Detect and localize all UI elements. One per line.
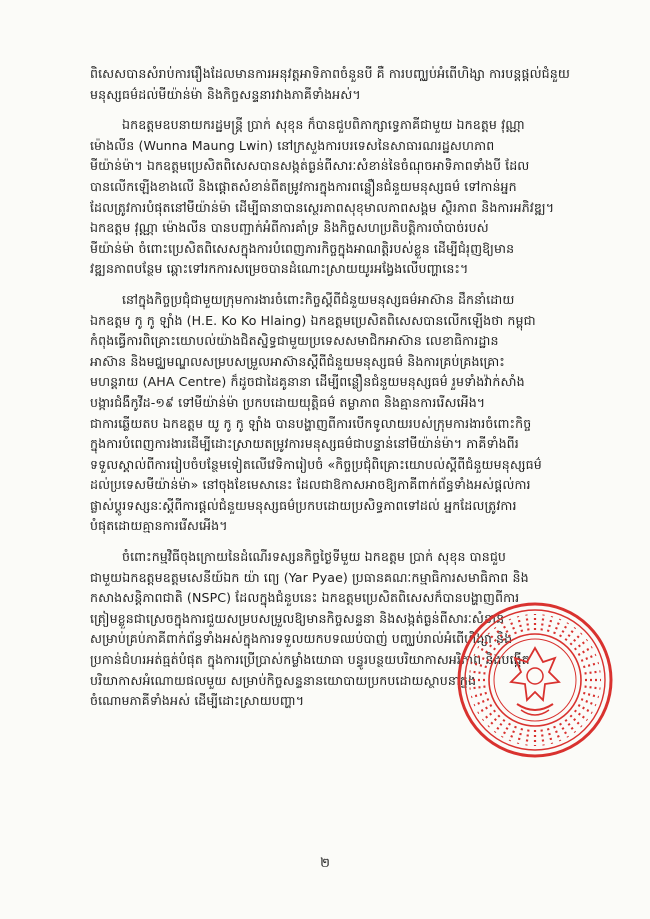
text-line: ឯកឧត្តម វុណ្ណា ម៉ោងលីន បានបញ្ជាក់អំពីការគាំទ្រ និងកិច្ចសហប្រតិបត្តិការចាំបាច់របស់ bbox=[90, 220, 489, 236]
text-line: អាស៊ាន និងមជ្ឈមណ្ឌលសម្របសម្រួលអាស៊ានស្តីពីជំនួយមនុស្សធម៌ និងការគ្រប់គ្រងគ្រោះ bbox=[90, 353, 505, 369]
official-seal-stamp bbox=[455, 600, 615, 760]
text-line: បំផុតដោយគ្មានការរើសអើង។ bbox=[90, 518, 228, 534]
text-line: ទទួលស្គាល់ពីការរៀបចំបន្ថែមទៀតលើវេទិការៀបចំ «កិច្ចប្រជុំពិគ្រោះយោបល់ស្តីពីជំនួយមនុស្សធម៌ bbox=[90, 456, 542, 472]
text-line: ម៉ោងលីន (Wunna Maung Lwin) នៅក្រសួងការបរទេសនៃសាធារណរដ្ឋសហភាព bbox=[90, 137, 495, 153]
text-line: ចំណោមភាគីទាំងអស់ ដើម្បីដោះស្រាយបញ្ហា។ bbox=[90, 693, 305, 709]
text-line: ជាការឆ្លើយតប ឯកឧត្តម យូ កូ កូ ឡាំង បានបង្ហាញពីការបើកទូលាយរបស់ក្រុមការងារចំពោះកិច្ច bbox=[90, 415, 532, 431]
text-line: ផ្លាស់ប្តូរទស្សនៈស្តីពីការផ្តល់ជំនួយមនុស្សធម៌ប្រកបដោយប្រសិទ្ធភាពទៅដល់ អ្នកដែលត្រូវការ bbox=[90, 497, 517, 513]
text-line: បង្ការជំងឺកូវីដ-១៩ ទៅមីយ៉ាន់ម៉ា ប្រកបដោយយុត្តិធម៌ តម្លាភាព និងគ្មានការរើសអើង។ bbox=[90, 394, 486, 410]
text-line: សម្រាប់គ្រប់ភាគីពាក់ព័ន្ធទាំងអស់ក្នុងការទទួលយកបទឈប់បាញ់ បញ្ឈប់រាល់អំពើហិង្សា និង bbox=[90, 631, 513, 647]
text-line: ប្រកាន់ជំហរអត់ធ្មត់បំផុត ក្នុងការប្រើប្រាស់កម្លាំងយោធា បន្ធូរបន្ថយបរិយាកាសអរិភាព និងបង្កើត bbox=[90, 652, 530, 668]
text-line: ចំពោះកម្មវិធីចុងក្រោយនៃដំណើរទស្សនកិច្ចថ្ងៃទីមួយ ឯកឧត្តម ប្រាក់ សុខុន បានជួប bbox=[122, 549, 507, 565]
text-line: ត្រៀមខ្លួនជាស្រេចក្នុងការជួយសម្របសម្រួលឱ្យមានកិច្ចសន្ទនា និងសង្កត់ធ្ងន់ពីសារៈសំខាន់ bbox=[90, 610, 505, 626]
text-line: ដែលត្រូវការបំផុតនៅមីយ៉ាន់ម៉ា ដើម្បីធានាបានស្ថេរភាពសុខុមាលភាពសង្គម ស្ថិរភាព និងការអភិវឌ្ឍ។ bbox=[90, 199, 555, 215]
text-line: មីយ៉ាន់ម៉ា ចំពោះប្រេសិតពិសេសក្នុងការបំពេញភារកិច្ចក្នុងអាណត្តិរបស់ខ្លួន ដើម្បីជំរុញឱ្យមាន bbox=[90, 240, 515, 256]
text-line: ពិសេសបានសំរាប់ការរឿងដែលមានការអនុវត្តអាទិភាពចំនួនបី គឺ ការបញ្ឈប់អំពើហិង្សា ការបន្តផ្តល់ជំនួយ bbox=[90, 66, 570, 81]
text-line: ដល់ប្រទេសមីយ៉ាន់ម៉ា» នៅចុងខែមេសានេះ ដែលជាឱកាសអាចឱ្យភាគីពាក់ព័ន្ធទាំងអស់ផ្តល់ការ bbox=[90, 477, 531, 493]
paragraph bbox=[90, 115, 578, 280]
text-line: មីយ៉ាន់ម៉ា។ ឯកឧត្តមប្រេសិតពិសេសបានសង្កត់ធ្ងន់ពីសារៈសំខាន់នៃចំណុចអាទិភាពទាំងបី ដែល bbox=[90, 158, 530, 174]
text-line: វឌ្ឍនភាពបន្ថែម ឆ្ពោះទៅរកការសម្រេចបានដំណោះស្រាយយូរអង្វែងលើបញ្ហានេះ។ bbox=[90, 261, 469, 277]
text-line: ជាមួយឯកឧត្តមឧត្តមសេនីយ៍ឯក យ៉ា ព្យេ (Yar Pyae) ប្រធានគណៈកម្មាធិការសមាធិភាព និង bbox=[90, 569, 529, 585]
paragraph bbox=[90, 64, 578, 105]
page-number: ២ bbox=[320, 856, 330, 871]
text-line: បានលើកឡើងខាងលើ និងផ្តោតសំខាន់ពីតម្រូវការក្នុងការពន្លឿនជំនួយមនុស្សធម៌ ទៅកាន់អ្នក bbox=[90, 178, 517, 194]
text-line: មនុស្សធម៌ដល់មីយ៉ាន់ម៉ា និងកិច្ចសន្ទនារវាងភាគីទាំងអស់។ bbox=[90, 86, 361, 102]
text-line: នៅក្នុងកិច្ចប្រជុំជាមួយក្រុមការងារចំពោះកិច្ចស្តីពីជំនួយមនុស្សធម៌អាស៊ាន ដឹកនាំដោយ bbox=[122, 291, 515, 307]
text-line: កំពុងធ្វើការពិគ្រោះយោបល់យ៉ាងជិតស្និទ្ធជាមួយប្រទេសសមាជិកអាស៊ាន លេខាធិការដ្ឋាន bbox=[90, 333, 499, 349]
text-line: បរិយាកាសអំណោយផលមួយ សម្រាប់កិច្ចសន្ទនានយោបាយប្រកបដោយស្ថាបនាក្នុង bbox=[90, 672, 477, 688]
text-line: ឯកឧត្តម កូ កូ ឡាំង (H.E. Ko Ko Hlaing) ឯកឧត្តមប្រេសិតពិសេសបានលើកឡើងថា កម្ពុជា bbox=[90, 312, 536, 328]
text-line: មហន្តរាយ (AHA Centre) ក៏ដូចជាដៃគូនានា ដើម្បីពន្លឿនជំនួយមនុស្សធម៌ រួមទាំងវ៉ាក់សាំង bbox=[90, 374, 525, 390]
text-line: កសាងសន្តិភាពជាតិ (NSPC) ដែលក្នុងជំនួបនេះ ឯកឧត្តមប្រេសិតពិសេសក៏បានបង្ហាញពីការ bbox=[90, 590, 520, 606]
text-line: ឯកឧត្តមឧបនាយករដ្ឋមន្ត្រី ប្រាក់ សុខុន ក៏បានជួបពិភាក្សាទ្វេភាគីជាមួយ ឯកឧត្តម វុណ្ណា bbox=[122, 117, 525, 133]
paragraph bbox=[90, 290, 578, 537]
text-line: ក្នុងការបំពេញការងារដើម្បីដោះស្រាយតម្រូវការមនុស្សធម៌ជាបន្ទាន់នៅមីយ៉ាន់ម៉ា។ ភាគីទាំងពីរ bbox=[90, 436, 519, 452]
